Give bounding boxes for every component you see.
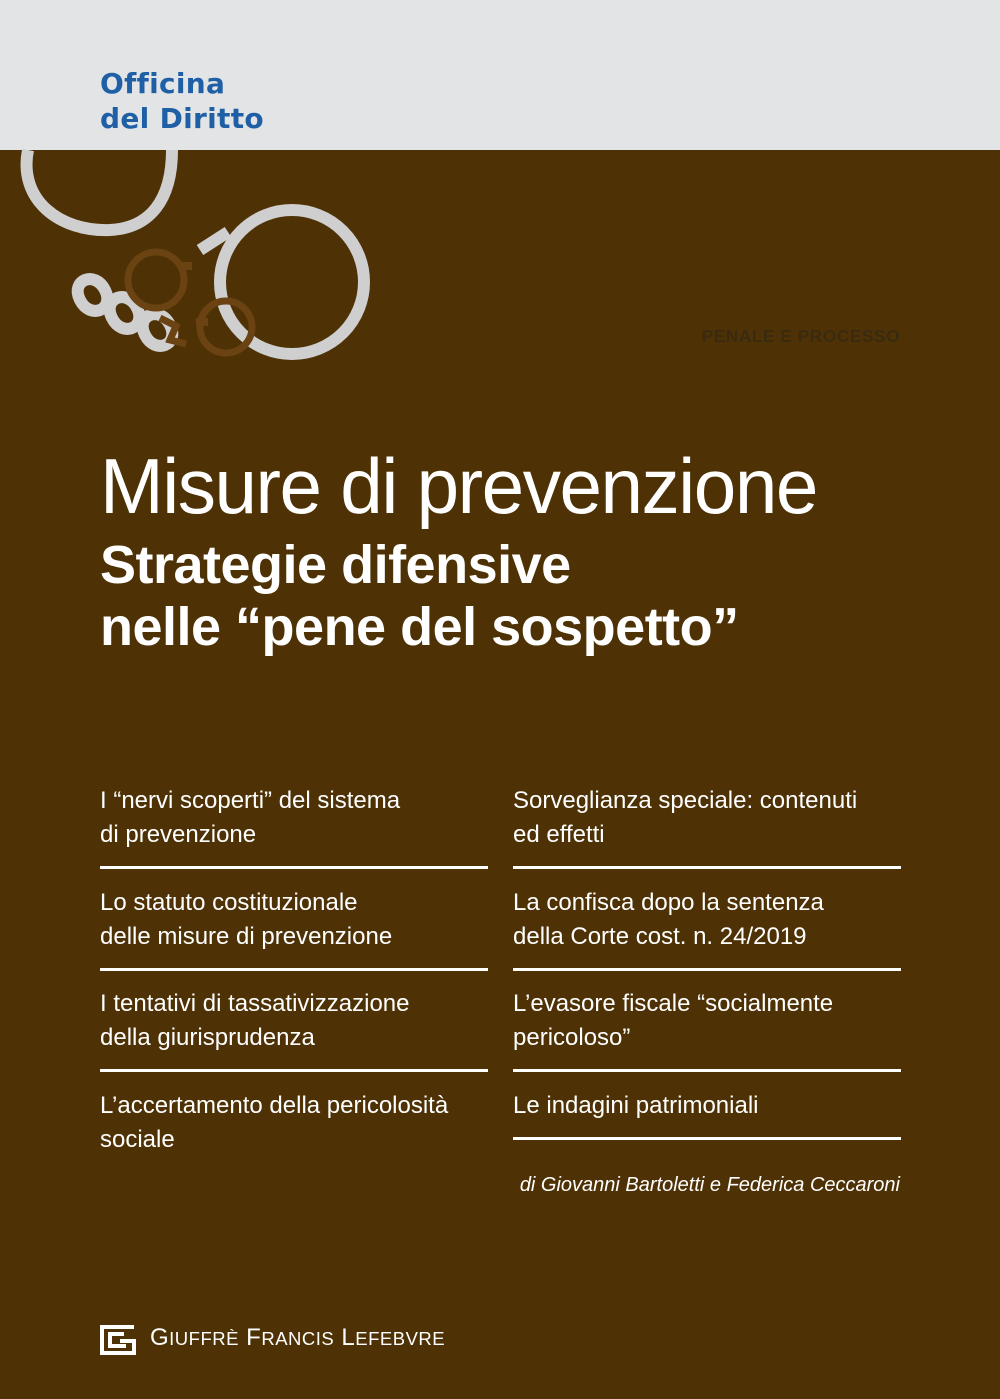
topic-line: Lo statuto costituzionale [100,889,358,916]
topic-line: della giurisprudenza [100,1024,315,1051]
book-title: Misure di prevenzione [100,442,817,530]
publisher-name [150,1324,445,1352]
publisher-initial: G [150,1324,170,1351]
topic-left-3 [100,987,488,1055]
topic-line: ed effetti [513,821,605,848]
publisher-initial: F [246,1324,262,1351]
series-line-1: Officina [100,67,226,100]
topic-left-2 [100,886,488,954]
topic-line: delle misure di prevenzione [100,923,393,950]
divider [100,968,488,971]
topic-right-3 [513,987,901,1055]
publisher-initial: L [341,1324,356,1351]
divider [513,1137,901,1140]
topic-left-4 [100,1089,488,1157]
topic-right-2 [513,886,901,954]
publisher-logo-icon [100,1325,136,1355]
book-subtitle-line-1: Strategie difensive [100,535,571,595]
topic-line: sociale [100,1126,175,1153]
topic-line: della Corte cost. n. 24/2019 [513,923,807,950]
publisher-word: EFEBVRE [355,1328,446,1349]
topic-line: Sorveglianza speciale: contenuti [513,787,858,814]
divider [100,866,488,869]
topic-line: di prevenzione [100,821,257,848]
book-subtitle-line-2: nelle “pene del sospetto” [100,597,739,657]
divider [513,866,901,869]
series-line-2: del Diritto [100,102,264,135]
publisher-word: IUFFRÈ [169,1328,239,1349]
handcuffs-icon [27,150,364,354]
topic-line: L’accertamento della pericolosità [100,1092,449,1119]
divider [513,1069,901,1072]
category-label: PENALE E PROCESSO [701,326,900,346]
topic-right-1 [513,784,901,852]
topic-line: pericoloso” [513,1024,631,1051]
topic-line: Le indagini patrimoniali [513,1092,759,1119]
topic-line: I tentativi di tassativizzazione [100,990,410,1017]
topic-left-1 [100,784,488,852]
topic-line: I “nervi scoperti” del sistema [100,787,401,814]
publisher-word: RANCIS [261,1328,335,1349]
title-block [100,438,832,658]
topic-line: L’evasore fiscale “socialmente [513,990,834,1017]
authors: di Giovanni Bartoletti e Federica Ceccaroni [519,1174,900,1196]
series-logo [100,66,264,136]
topic-line: La confisca dopo la sentenza [513,889,824,916]
divider [513,968,901,971]
topic-right-4 [513,1089,901,1123]
divider [100,1069,488,1072]
